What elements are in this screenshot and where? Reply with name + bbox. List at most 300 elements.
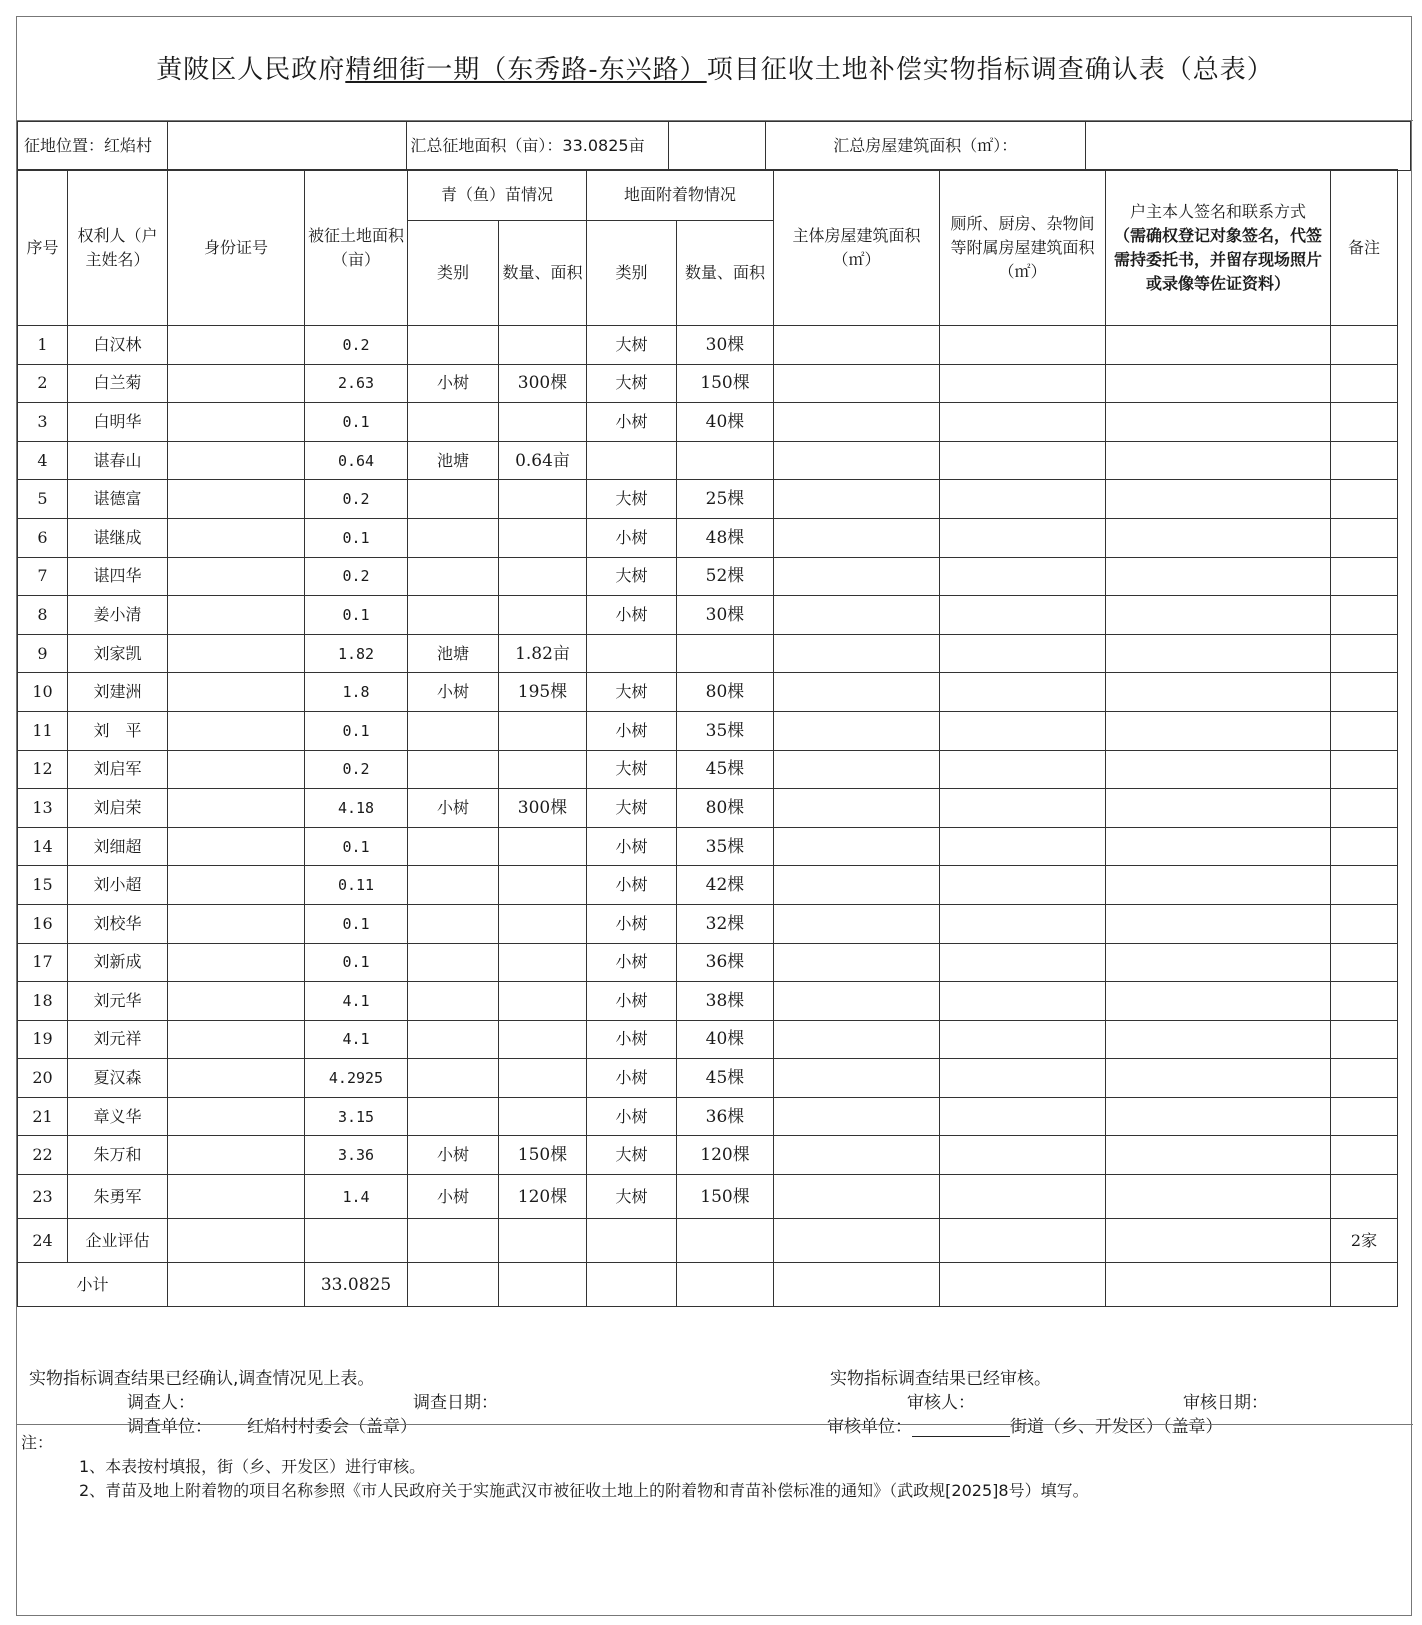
row-remark xyxy=(1331,326,1398,365)
row-remark: 2家 xyxy=(1331,1219,1398,1263)
header-attachment-type: 类别 xyxy=(587,221,677,326)
row-seedling-type xyxy=(408,1059,499,1098)
header-id-number: 身份证号 xyxy=(168,170,305,326)
header-seedling-group: 青（鱼）苗情况 xyxy=(408,170,587,221)
row-land-area: 1.8 xyxy=(305,673,408,712)
table-row xyxy=(18,904,1398,943)
row-id-number xyxy=(168,1175,305,1219)
row-seedling-qty xyxy=(499,904,587,943)
table-row xyxy=(18,1136,1398,1175)
row-attachment-qty: 48棵 xyxy=(677,518,774,557)
info-blank-2 xyxy=(669,122,766,171)
row-seedling-qty xyxy=(499,1097,587,1136)
row-attachment-qty: 38棵 xyxy=(677,982,774,1021)
row-remark xyxy=(1331,441,1398,480)
row-aux-house xyxy=(940,480,1106,519)
row-attachment-type xyxy=(587,1219,677,1263)
row-id-number xyxy=(168,634,305,673)
row-seedling-type: 池塘 xyxy=(408,634,499,673)
row-seedling-qty xyxy=(499,557,587,596)
review-unit-blank xyxy=(912,1418,1010,1437)
row-land-area: 3.15 xyxy=(305,1097,408,1136)
row-attachment-qty: 150棵 xyxy=(677,1175,774,1219)
row-seedling-qty xyxy=(499,518,587,557)
row-owner: 夏汉森 xyxy=(68,1059,168,1098)
row-main-house xyxy=(774,403,940,442)
row-attachment-type: 大树 xyxy=(587,789,677,828)
row-signature xyxy=(1106,364,1331,403)
row-land-area: 4.1 xyxy=(305,1020,408,1059)
row-signature xyxy=(1106,1175,1331,1219)
row-owner: 刘 平 xyxy=(68,711,168,750)
table-row xyxy=(18,711,1398,750)
row-attachment-qty: 36棵 xyxy=(677,943,774,982)
row-index: 14 xyxy=(18,827,68,866)
survey-table xyxy=(17,169,1398,1307)
row-signature xyxy=(1106,441,1331,480)
survey-date-label: 调查日期： xyxy=(413,1393,498,1413)
header-attachment-qty: 数量、面积 xyxy=(677,221,774,326)
row-aux-house xyxy=(940,1059,1106,1098)
total-land-label: 汇总征地面积（亩）：33.0825亩 xyxy=(407,122,669,171)
row-aux-house xyxy=(940,1020,1106,1059)
row-main-house xyxy=(774,1020,940,1059)
survey-unit-value: 红焰村村委会（盖章） xyxy=(247,1417,417,1437)
row-remark xyxy=(1331,1136,1398,1175)
row-remark xyxy=(1331,673,1398,712)
row-signature xyxy=(1106,480,1331,519)
row-attachment-type: 大树 xyxy=(587,750,677,789)
row-id-number xyxy=(168,557,305,596)
row-owner: 刘小超 xyxy=(68,866,168,905)
notes-label: 注： xyxy=(21,1433,54,1452)
row-seedling-type xyxy=(408,982,499,1021)
row-index: 11 xyxy=(18,711,68,750)
row-index: 6 xyxy=(18,518,68,557)
document-sheet xyxy=(16,16,1412,1616)
row-attachment-type: 小树 xyxy=(587,403,677,442)
row-seedling-type xyxy=(408,518,499,557)
table-row xyxy=(18,326,1398,365)
table-row xyxy=(18,750,1398,789)
row-remark xyxy=(1331,789,1398,828)
row-seedling-type xyxy=(408,326,499,365)
row-attachment-qty: 30棵 xyxy=(677,596,774,635)
row-index: 24 xyxy=(18,1219,68,1263)
row-seedling-qty: 0.64亩 xyxy=(499,441,587,480)
row-land-area: 2.63 xyxy=(305,364,408,403)
row-seedling-type xyxy=(408,866,499,905)
row-remark xyxy=(1331,1020,1398,1059)
header-seedling-type: 类别 xyxy=(408,221,499,326)
row-land-area: 0.2 xyxy=(305,480,408,519)
row-aux-house xyxy=(940,596,1106,635)
row-attachment-type: 大树 xyxy=(587,1175,677,1219)
row-index: 18 xyxy=(18,982,68,1021)
reviewer-label: 审核人： xyxy=(907,1393,975,1413)
row-index: 8 xyxy=(18,596,68,635)
row-remark xyxy=(1331,557,1398,596)
row-signature xyxy=(1106,557,1331,596)
row-main-house xyxy=(774,441,940,480)
row-land-area: 0.11 xyxy=(305,866,408,905)
total-house-label: 汇总房屋建筑面积（㎡）： xyxy=(765,122,1085,171)
note-item: 2、青苗及地上附着物的项目名称参照《市人民政府关于实施武汉市被征收土地上的附着物和青苗补偿标准的通知》（武政规[2025]8号）填写。 xyxy=(79,1481,1089,1500)
row-land-area: 0.64 xyxy=(305,441,408,480)
row-attachment-qty: 52棵 xyxy=(677,557,774,596)
notes-divider xyxy=(17,1424,1413,1425)
row-owner: 刘元祥 xyxy=(68,1020,168,1059)
row-seedling-type xyxy=(408,711,499,750)
row-owner: 朱万和 xyxy=(68,1136,168,1175)
row-owner: 白明华 xyxy=(68,403,168,442)
row-index: 17 xyxy=(18,943,68,982)
row-aux-house xyxy=(940,1219,1106,1263)
row-remark xyxy=(1331,1175,1398,1219)
table-row xyxy=(18,1175,1398,1219)
row-land-area: 0.1 xyxy=(305,518,408,557)
row-remark xyxy=(1331,711,1398,750)
table-row xyxy=(18,866,1398,905)
survey-confirm-text: 实物指标调查结果已经确认,调查情况见上表。 xyxy=(29,1369,375,1389)
row-attachment-qty: 45棵 xyxy=(677,750,774,789)
row-seedling-qty xyxy=(499,1059,587,1098)
row-aux-house xyxy=(940,943,1106,982)
row-id-number xyxy=(168,1020,305,1059)
row-aux-house xyxy=(940,441,1106,480)
row-index: 19 xyxy=(18,1020,68,1059)
row-owner: 刘新成 xyxy=(68,943,168,982)
row-seedling-qty xyxy=(499,827,587,866)
row-remark xyxy=(1331,904,1398,943)
row-id-number xyxy=(168,1097,305,1136)
row-main-house xyxy=(774,634,940,673)
row-id-number xyxy=(168,673,305,712)
row-seedling-type: 小树 xyxy=(408,673,499,712)
row-land-area xyxy=(305,1219,408,1263)
row-seedling-type xyxy=(408,1219,499,1263)
row-index: 13 xyxy=(18,789,68,828)
row-id-number xyxy=(168,326,305,365)
row-seedling-type xyxy=(408,1097,499,1136)
row-index: 1 xyxy=(18,326,68,365)
row-id-number xyxy=(168,904,305,943)
row-signature xyxy=(1106,673,1331,712)
row-main-house xyxy=(774,982,940,1021)
row-owner: 谌春山 xyxy=(68,441,168,480)
row-id-number xyxy=(168,596,305,635)
row-land-area: 3.36 xyxy=(305,1136,408,1175)
row-main-house xyxy=(774,827,940,866)
row-main-house xyxy=(774,750,940,789)
row-attachment-qty: 25棵 xyxy=(677,480,774,519)
row-aux-house xyxy=(940,518,1106,557)
row-id-number xyxy=(168,789,305,828)
row-main-house xyxy=(774,557,940,596)
row-index: 2 xyxy=(18,364,68,403)
row-owner: 章义华 xyxy=(68,1097,168,1136)
row-aux-house xyxy=(940,827,1106,866)
row-attachment-type: 大树 xyxy=(587,1136,677,1175)
row-seedling-type: 小树 xyxy=(408,1175,499,1219)
row-aux-house xyxy=(940,1136,1106,1175)
row-seedling-qty xyxy=(499,750,587,789)
row-main-house xyxy=(774,326,940,365)
row-attachment-type: 小树 xyxy=(587,943,677,982)
row-id-number xyxy=(168,1219,305,1263)
row-signature xyxy=(1106,596,1331,635)
header-signature-line1: 户主本人签名和联系方式 xyxy=(1129,201,1306,221)
row-remark xyxy=(1331,364,1398,403)
row-id-number xyxy=(168,750,305,789)
row-id-number xyxy=(168,943,305,982)
row-owner: 刘元华 xyxy=(68,982,168,1021)
row-owner: 刘细超 xyxy=(68,827,168,866)
row-aux-house xyxy=(940,403,1106,442)
row-main-house xyxy=(774,673,940,712)
row-land-area: 1.4 xyxy=(305,1175,408,1219)
row-main-house xyxy=(774,943,940,982)
row-attachment-qty: 36棵 xyxy=(677,1097,774,1136)
row-owner: 谌德富 xyxy=(68,480,168,519)
row-attachment-type: 大树 xyxy=(587,326,677,365)
row-signature xyxy=(1106,1219,1331,1263)
row-main-house xyxy=(774,711,940,750)
row-attachment-type: 小树 xyxy=(587,711,677,750)
header-signature xyxy=(1106,170,1331,326)
total-house-value xyxy=(1085,122,1411,171)
row-seedling-qty: 195棵 xyxy=(499,673,587,712)
row-index: 4 xyxy=(18,441,68,480)
table-row xyxy=(18,403,1398,442)
row-signature xyxy=(1106,326,1331,365)
row-land-area: 0.1 xyxy=(305,596,408,635)
row-remark xyxy=(1331,750,1398,789)
row-id-number xyxy=(168,982,305,1021)
title-project: 精细街一期（东秀路-东兴路） xyxy=(345,55,707,85)
row-id-number xyxy=(168,827,305,866)
header-remark: 备注 xyxy=(1331,170,1398,326)
row-seedling-type xyxy=(408,403,499,442)
header-aux-house: 厕所、厨房、杂物间等附属房屋建筑面积（㎡） xyxy=(940,170,1106,326)
row-aux-house xyxy=(940,1175,1106,1219)
row-owner: 刘启荣 xyxy=(68,789,168,828)
row-seedling-type: 小树 xyxy=(408,789,499,828)
row-attachment-qty: 80棵 xyxy=(677,673,774,712)
table-row xyxy=(18,1219,1398,1263)
table-body xyxy=(18,326,1398,1263)
row-owner: 姜小清 xyxy=(68,596,168,635)
table-row xyxy=(18,673,1398,712)
row-attachment-type: 小树 xyxy=(587,827,677,866)
row-signature xyxy=(1106,634,1331,673)
row-id-number xyxy=(168,1059,305,1098)
row-attachment-type: 大树 xyxy=(587,557,677,596)
location-label: 征地位置：红焰村 xyxy=(18,122,168,171)
row-seedling-qty xyxy=(499,866,587,905)
row-remark xyxy=(1331,634,1398,673)
row-owner: 谌四华 xyxy=(68,557,168,596)
row-owner: 白汉林 xyxy=(68,326,168,365)
row-main-house xyxy=(774,1059,940,1098)
row-remark xyxy=(1331,403,1398,442)
row-attachment-type: 小树 xyxy=(587,1059,677,1098)
row-remark xyxy=(1331,518,1398,557)
row-signature xyxy=(1106,943,1331,982)
row-seedling-qty xyxy=(499,596,587,635)
row-main-house xyxy=(774,904,940,943)
row-aux-house xyxy=(940,904,1106,943)
row-attachment-type: 小树 xyxy=(587,1097,677,1136)
row-owner: 刘校华 xyxy=(68,904,168,943)
row-signature xyxy=(1106,1020,1331,1059)
row-id-number xyxy=(168,866,305,905)
row-attachment-qty: 80棵 xyxy=(677,789,774,828)
info-blank-1 xyxy=(167,122,407,171)
row-aux-house xyxy=(940,364,1106,403)
row-aux-house xyxy=(940,789,1106,828)
row-remark xyxy=(1331,1059,1398,1098)
row-id-number xyxy=(168,1136,305,1175)
row-id-number xyxy=(168,711,305,750)
row-index: 23 xyxy=(18,1175,68,1219)
row-index: 3 xyxy=(18,403,68,442)
table-row xyxy=(18,480,1398,519)
row-aux-house xyxy=(940,1097,1106,1136)
subtotal-label: 小计 xyxy=(18,1263,168,1307)
row-attachment-qty xyxy=(677,634,774,673)
row-id-number xyxy=(168,403,305,442)
row-attachment-qty: 40棵 xyxy=(677,403,774,442)
row-seedling-qty xyxy=(499,982,587,1021)
table-row xyxy=(18,789,1398,828)
row-remark xyxy=(1331,943,1398,982)
row-id-number xyxy=(168,441,305,480)
row-index: 21 xyxy=(18,1097,68,1136)
row-attachment-type: 小树 xyxy=(587,518,677,557)
row-main-house xyxy=(774,518,940,557)
surveyor-label: 调查人： xyxy=(127,1393,195,1413)
title-prefix: 黄陂区人民政府 xyxy=(156,55,346,85)
row-owner: 白兰菊 xyxy=(68,364,168,403)
row-attachment-type: 小树 xyxy=(587,1020,677,1059)
review-date-label: 审核日期： xyxy=(1183,1393,1268,1413)
row-attachment-type: 大树 xyxy=(587,673,677,712)
row-signature xyxy=(1106,982,1331,1021)
row-attachment-type: 小树 xyxy=(587,596,677,635)
row-aux-house xyxy=(940,557,1106,596)
row-land-area: 0.1 xyxy=(305,403,408,442)
row-main-house xyxy=(774,364,940,403)
row-main-house xyxy=(774,1175,940,1219)
table-row xyxy=(18,518,1398,557)
row-attachment-qty xyxy=(677,441,774,480)
row-seedling-qty xyxy=(499,326,587,365)
row-seedling-type xyxy=(408,480,499,519)
row-id-number xyxy=(168,480,305,519)
row-main-house xyxy=(774,1136,940,1175)
row-seedling-qty: 300棵 xyxy=(499,789,587,828)
row-owner: 刘建洲 xyxy=(68,673,168,712)
row-seedling-type xyxy=(408,557,499,596)
row-seedling-qty: 150棵 xyxy=(499,1136,587,1175)
table-row xyxy=(18,943,1398,982)
row-seedling-type xyxy=(408,596,499,635)
row-id-number xyxy=(168,364,305,403)
row-index: 12 xyxy=(18,750,68,789)
row-remark xyxy=(1331,596,1398,635)
row-signature xyxy=(1106,789,1331,828)
row-attachment-qty: 120棵 xyxy=(677,1136,774,1175)
row-land-area: 0.1 xyxy=(305,711,408,750)
row-attachment-type: 小树 xyxy=(587,904,677,943)
row-main-house xyxy=(774,596,940,635)
row-signature xyxy=(1106,518,1331,557)
row-aux-house xyxy=(940,866,1106,905)
subtotal-id xyxy=(168,1263,305,1307)
row-attachment-qty: 40棵 xyxy=(677,1020,774,1059)
header-main-house: 主体房屋建筑面积（㎡） xyxy=(774,170,940,326)
row-attachment-qty: 30棵 xyxy=(677,326,774,365)
row-signature xyxy=(1106,827,1331,866)
row-remark xyxy=(1331,1097,1398,1136)
header-owner: 权利人（户主姓名） xyxy=(68,170,168,326)
row-index: 20 xyxy=(18,1059,68,1098)
row-seedling-qty: 1.82亩 xyxy=(499,634,587,673)
row-attachment-type xyxy=(587,634,677,673)
row-land-area: 0.2 xyxy=(305,750,408,789)
row-remark xyxy=(1331,480,1398,519)
row-land-area: 0.1 xyxy=(305,943,408,982)
row-signature xyxy=(1106,711,1331,750)
table-row xyxy=(18,1097,1398,1136)
row-signature xyxy=(1106,904,1331,943)
row-land-area: 4.2925 xyxy=(305,1059,408,1098)
row-aux-house xyxy=(940,673,1106,712)
row-land-area: 0.2 xyxy=(305,557,408,596)
row-attachment-type: 大树 xyxy=(587,364,677,403)
row-seedling-type xyxy=(408,1020,499,1059)
row-main-house xyxy=(774,480,940,519)
row-index: 9 xyxy=(18,634,68,673)
row-land-area: 0.1 xyxy=(305,904,408,943)
header-seedling-qty: 数量、面积 xyxy=(499,221,587,326)
page-title xyxy=(17,49,1413,86)
row-aux-house xyxy=(940,982,1106,1021)
row-remark xyxy=(1331,866,1398,905)
row-index: 15 xyxy=(18,866,68,905)
row-index: 10 xyxy=(18,673,68,712)
row-signature xyxy=(1106,1136,1331,1175)
table-row xyxy=(18,596,1398,635)
table-row xyxy=(18,557,1398,596)
review-unit-label: 审核单位： 街道（乡、开发区）（盖章） xyxy=(827,1417,1223,1437)
row-main-house xyxy=(774,1097,940,1136)
row-owner: 企业评估 xyxy=(68,1219,168,1263)
table-row xyxy=(18,827,1398,866)
row-signature xyxy=(1106,403,1331,442)
row-aux-house xyxy=(940,634,1106,673)
row-attachment-type xyxy=(587,441,677,480)
row-attachment-type: 大树 xyxy=(587,480,677,519)
table-row xyxy=(18,1020,1398,1059)
row-index: 16 xyxy=(18,904,68,943)
table-row xyxy=(18,1059,1398,1098)
row-main-house xyxy=(774,1219,940,1263)
row-signature xyxy=(1106,866,1331,905)
note-item: 1、本表按村填报，街（乡、开发区）进行审核。 xyxy=(79,1457,426,1476)
title-suffix: 项目征收土地补偿实物指标调查确认表（总表） xyxy=(706,55,1274,85)
